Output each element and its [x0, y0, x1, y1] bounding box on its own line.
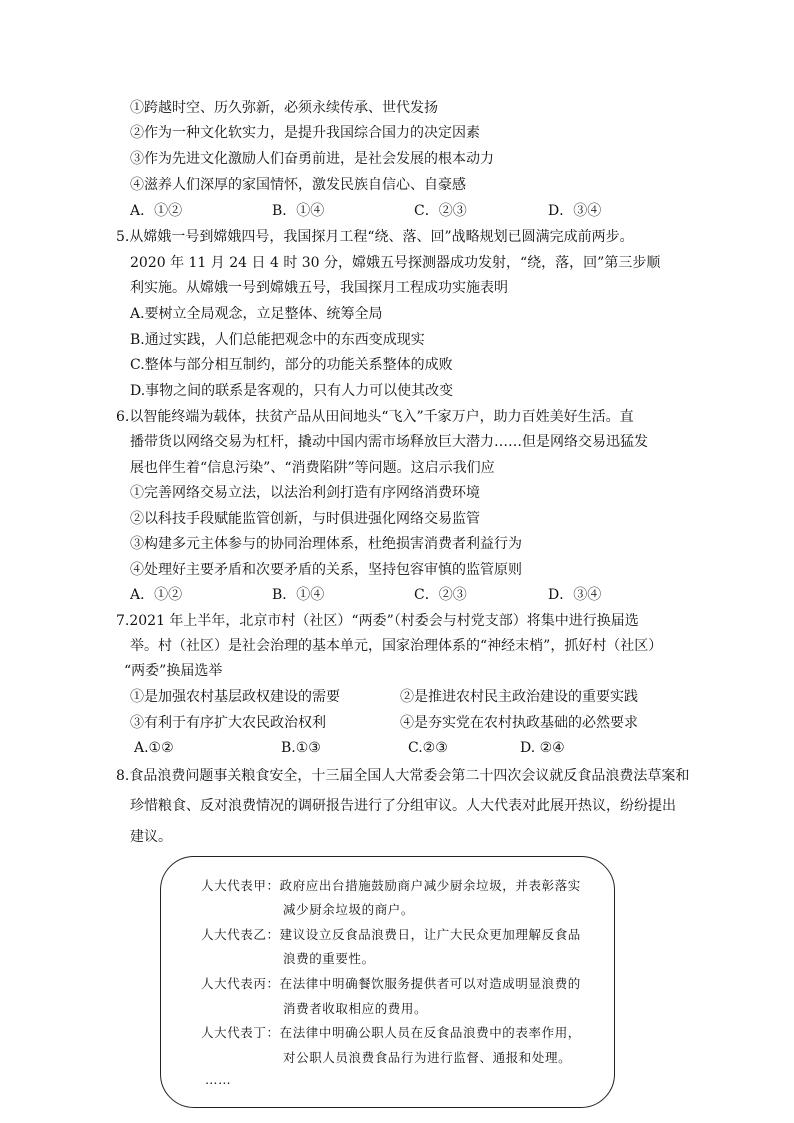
q7-item-3: ③有利于有序扩大农民政治权利: [130, 715, 326, 731]
q6-stem-line-2: 播带货以网络交易为杠杆，撬动中国内需市场释放巨大潜力……但是网络交易迅猛发: [130, 434, 648, 450]
proposal-bing-line-1: 人大代表丙：在法律中明确餐饮服务提供者可以对造成明显浪费的: [201, 976, 581, 991]
q7-item-4: ④是夯实党在农村执政基础的必然要求: [400, 715, 638, 731]
q6-item-3: ③构建多元主体参与的协同治理体系，杜绝损害消费者利益行为: [130, 536, 522, 552]
q7-option-c: C.②③: [408, 740, 448, 756]
q6-option-a: A．①②: [130, 587, 183, 603]
q7-stem-line-2: 举。村（社区）是社会治理的基本单元，国家治理体系的“神经末梢”，抓好村（社区）: [130, 638, 663, 654]
q7-option-b: B.①③: [281, 740, 321, 756]
q4-option-c: C．②③: [414, 203, 467, 219]
proposal-ding-line-2: 对公职人员浪费食品行为进行监督、通报和处理。: [283, 1050, 572, 1065]
q8-stem-line-2: 珍惜粮食、反对浪费情况的调研报告进行了分组审议。人大代表对此展开热议，纷纷提出: [130, 798, 676, 814]
q6-stem-line-3: 展也伴生着“信息污染”、“消费陷阱”等问题。这启示我们应: [130, 460, 495, 476]
q5-stem-line-1: 5.从嫦娥一号到嫦娥四号，我国探月工程“绕、落、回”战略规划已圆满完成前两步。: [116, 229, 634, 245]
q4-option-b: B．①④: [272, 203, 325, 219]
q4-item-4: ④滋养人们深厚的家国情怀，激发民族自信心、自豪感: [130, 177, 466, 193]
q6-item-2: ②以科技手段赋能监管创新，与时俱进强化网络交易监管: [130, 511, 480, 527]
q7-option-d: D. ②④: [520, 740, 565, 756]
q7-stem-line-1: 7.2021 年上半年，北京市村（社区）“两委”（村委会与村党支部）将集中进行换届选: [116, 613, 639, 629]
q7-option-a: A.①②: [134, 740, 174, 756]
q5-choice-c: C.整体与部分相互制约，部分的功能关系整体的成败: [130, 357, 453, 373]
proposal-ellipsis: ……: [205, 1072, 232, 1087]
q5-choice-b: B.通过实践，人们总能把观念中的东西变成现实: [130, 332, 425, 348]
q4-item-3: ③作为先进文化激励人们奋勇前进，是社会发展的根本动力: [130, 151, 494, 167]
q7-item-1: ①是加强农村基层政权建设的需要: [130, 689, 340, 705]
proposal-yi-line-2: 浪费的重要性。: [283, 951, 375, 966]
proposal-yi-line-1: 人大代表乙：建议设立反食品浪费日，让广大民众更加理解反食品: [201, 927, 581, 942]
q6-item-4: ④处理好主要矛盾和次要矛盾的关系，坚持包容审慎的监管原则: [130, 562, 522, 578]
q4-item-1: ①跨越时空、历久弥新，必须永续传承、世代发扬: [130, 100, 438, 116]
q6-option-b: B．①④: [272, 587, 325, 603]
q4-item-2: ②作为一种文化软实力，是提升我国综合国力的决定因素: [130, 125, 480, 141]
q7-stem-line-3: “两委”换届选举: [124, 663, 223, 679]
proposal-bing-line-2: 消费者收取相应的费用。: [283, 1001, 428, 1016]
q6-option-d: D．③④: [548, 587, 602, 603]
q8-stem-line-1: 8.食品浪费问题事关粮食安全，十三届全国人大常委会第二十四次会议就反食品浪费法草案和: [116, 768, 690, 784]
q5-choice-a: A.要树立全局观念，立足整体、统筹全局: [130, 306, 383, 322]
proposal-jia-line-2: 减少厨余垃圾的商户。: [283, 902, 415, 917]
q6-option-c: C．②③: [414, 587, 467, 603]
q4-option-a: A．①②: [130, 203, 183, 219]
q8-stem-line-3: 建议。: [130, 829, 172, 845]
q7-item-2: ②是推进农村民主政治建设的重要实践: [400, 689, 638, 705]
proposal-jia-line-1: 人大代表甲：政府应出台措施鼓励商户减少厨余垃圾，并表彰落实: [201, 878, 581, 893]
proposals-box: [160, 856, 615, 1108]
q6-item-1: ①完善网络交易立法，以法治利剑打造有序网络消费环境: [130, 485, 480, 501]
q6-stem-line-1: 6.以智能终端为载体，扶贫产品从田间地头“飞入”千家万户，助力百姓美好生活。直: [116, 409, 634, 425]
q5-stem-line-3: 利实施。从嫦娥一号到嫦娥五号，我国探月工程成功实施表明: [130, 280, 508, 296]
q4-option-d: D．③④: [548, 203, 602, 219]
q5-choice-d: D.事物之间的联系是客观的，只有人力可以使其改变: [130, 383, 454, 399]
proposal-ding-line-1: 人大代表丁：在法律中明确公职人员在反食品浪费中的表率作用，: [201, 1025, 581, 1040]
q5-stem-line-2: 2020 年 11 月 24 日 4 时 30 分，嫦娥五号探测器成功发射，“绕，落，回”第三步顺: [130, 255, 661, 271]
